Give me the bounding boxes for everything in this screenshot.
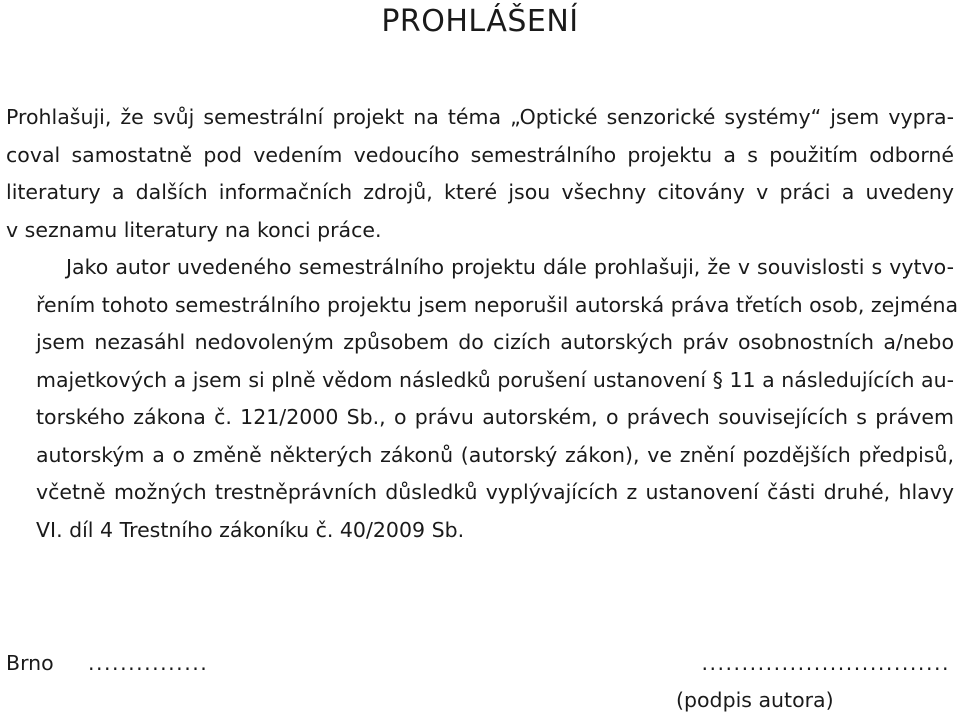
city-label: Brno xyxy=(6,651,54,675)
paragraph-line: literatury a dalších informačních zdrojů, které jsou všechny citovány v práci a uvedeny xyxy=(6,180,954,204)
paragraph-line: Prohlašuji, že svůj semestrální projekt na téma „Optické senzorické systémy“ jsem vypra- xyxy=(6,105,954,129)
page-title: PROHLÁŠENÍ xyxy=(381,4,579,39)
paragraph-line: jsem nezasáhl nedovoleným způsobem do cizích autorských práv osobnostních a/nebo xyxy=(36,330,954,354)
signature-placeholder: ............................... xyxy=(701,651,950,675)
signature-caption: (podpis autora) xyxy=(676,688,834,712)
declaration-paragraph-2 xyxy=(6,249,959,549)
paragraph-line: autorským a o změně některých zákonů (autorský zákon), ve znění pozdějších předpisů, xyxy=(36,442,954,467)
paragraph-line: v seznamu literatury na konci práce. xyxy=(6,217,382,242)
declaration-paragraph-1 xyxy=(6,99,954,249)
paragraph-line: coval samostatně pod vedením vedoucího semestrálního projektu a s použitím odborné xyxy=(6,142,954,167)
paragraph-line: VI. díl 4 Trestního zákoníku č. 40/2009 Sb. xyxy=(36,517,465,542)
date-placeholder: ............... xyxy=(88,651,209,675)
paragraph-line: majetkových a jsem si plně vědom následků porušení ustanovení § 11 a následujících au- xyxy=(36,367,954,392)
paragraph-line: Jako autor uvedeného semestrálního projektu dále prohlašuji, že v souvislosti s vytvo- xyxy=(66,255,954,279)
paragraph-line: řením tohoto semestrálního projektu jsem neporušil autorská práva třetích osob, zejména xyxy=(36,292,959,317)
paragraph-line: včetně možných trestněprávních důsledků vyplývajících z ustanovení části druhé, hlavy xyxy=(36,480,954,504)
paragraph-line: torského zákona č. 121/2000 Sb., o právu autorském, o právech souvisejících s právem xyxy=(36,405,954,429)
